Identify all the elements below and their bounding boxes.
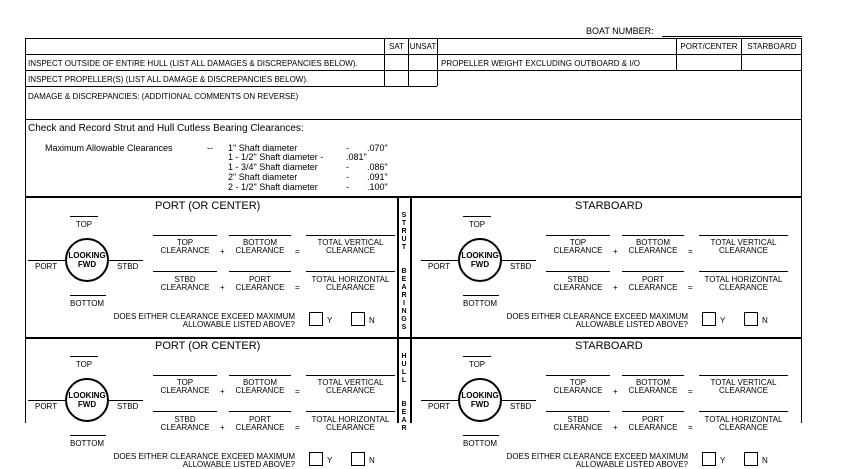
total-vertical-field-label: CLEARANCE [719,246,768,255]
top-label: TOP [468,220,486,229]
yes-checkbox[interactable] [702,452,716,466]
looking-fwd-icon: LOOKING FWD [458,378,502,422]
prop-weight-label: PROPELLER WEIGHT EXCLUDING OUTBOARD & I/O [441,59,640,68]
bottom-line [70,295,106,296]
bottom-clearance-field[interactable] [229,375,291,376]
port-clearance-field-label: PORT [641,275,665,284]
top-line [70,216,98,217]
total-horizontal-field[interactable] [306,411,395,412]
exceed-question: ALLOWABLE LISTED ABOVE? [182,320,295,329]
section-title: PORT (OR CENTER) [155,200,261,212]
port-center-header: PORT/CENTER [680,42,738,51]
port-clearance-field-label: PORT [641,415,665,424]
stbd-clearance-field-label: STBD [567,275,589,284]
inspect-hull-label: INSPECT OUTSIDE OF ENTIRE HULL (LIST ALL DAMAGES & DISCREPANCIES BELOW). [28,59,358,68]
damage-label: DAMAGE & DISCREPANCIES: (ADDITIONAL COMMENTS ON REVERSE) [28,92,299,101]
plus-sign: + [220,247,225,256]
total-horizontal-field-label: TOTAL HORIZONTAL [704,275,783,284]
top-line [463,216,491,217]
total-horizontal-field-label: CLEARANCE [719,423,768,432]
total-horizontal-field[interactable] [306,271,395,272]
equals-sign: = [295,283,300,292]
equals-sign: = [688,423,693,432]
stbd-clearance-field-label: CLEARANCE [160,283,210,292]
port-label: PORT [35,402,58,411]
prop-weight-port-cell[interactable] [677,55,741,70]
no-label: N [762,456,768,465]
exceed-question: ALLOWABLE LISTED ABOVE? [575,320,688,329]
section-title: PORT (OR CENTER) [155,340,261,352]
no-checkbox[interactable] [744,452,758,466]
total-vertical-field[interactable] [699,375,788,376]
looking-fwd-icon: LOOKING FWD [65,378,109,422]
total-horizontal-field-label: TOTAL HORIZONTAL [311,275,390,284]
port-clearance-field-label: PORT [248,415,272,424]
bottom-line [463,435,499,436]
bottom-clearance-field-label: BOTTOM [242,378,278,387]
boat-number-field[interactable] [662,36,802,37]
port-clearance-field[interactable] [622,271,684,272]
plus-sign: + [613,423,618,432]
port-line [421,400,458,401]
top-line [70,356,98,357]
port-label: PORT [428,262,451,271]
exceed-question: DOES EITHER CLEARANCE EXCEED MAXIMUM [506,312,688,321]
yes-label: Y [720,316,726,325]
stbd-line [109,260,143,261]
bottom-label: BOTTOM [70,299,105,308]
port-clearance-field-label: CLEARANCE [628,283,678,292]
stbd-label: STBD [510,402,532,411]
bottom-label: BOTTOM [463,299,498,308]
port-clearance-field-label: PORT [248,275,272,284]
bottom-clearance-field[interactable] [229,235,291,236]
stbd-clearance-field-label: STBD [567,415,589,424]
yes-checkbox[interactable] [702,312,716,326]
bottom-clearance-field-label: CLEARANCE [628,386,678,395]
equals-sign: = [688,387,693,396]
plus-sign: + [613,387,618,396]
total-vertical-field-label: CLEARANCE [326,386,375,395]
top-clearance-field-label: TOP [176,238,194,247]
damage-field[interactable] [26,101,801,118]
top-clearance-field-label: CLEARANCE [553,246,603,255]
total-horizontal-field-label: TOTAL HORIZONTAL [311,415,390,424]
sat-header: SAT [389,42,404,51]
exceed-question: ALLOWABLE LISTED ABOVE? [575,460,688,469]
plus-sign: + [613,247,618,256]
yes-checkbox[interactable] [309,452,323,466]
bottom-label: BOTTOM [70,439,105,448]
stbd-clearance-field-label: CLEARANCE [160,423,210,432]
prop-weight-stbd-cell[interactable] [742,55,802,70]
yes-label: Y [327,316,333,325]
exceed-question: DOES EITHER CLEARANCE EXCEED MAXIMUM [506,452,688,461]
no-checkbox[interactable] [351,312,365,326]
top-clearance-field[interactable] [153,235,217,236]
top-clearance-field[interactable] [546,235,610,236]
no-checkbox[interactable] [351,452,365,466]
stbd-clearance-field[interactable] [546,271,610,272]
stbd-line [502,400,536,401]
total-horizontal-field[interactable] [699,271,788,272]
prop-sat-cell[interactable] [385,71,408,86]
plus-sign: + [613,283,618,292]
equals-sign: = [295,423,300,432]
stbd-label: STBD [510,262,532,271]
exceed-question: DOES EITHER CLEARANCE EXCEED MAXIMUM [113,312,295,321]
yes-label: Y [327,456,333,465]
max-clearances-dashes: -- [207,143,213,153]
hull-sat-cell[interactable] [385,55,408,70]
stbd-clearance-field-label: CLEARANCE [553,283,603,292]
stbd-label: STBD [117,262,139,271]
port-line [28,400,65,401]
equals-sign: = [688,283,693,292]
no-checkbox[interactable] [744,312,758,326]
port-clearance-field-label: CLEARANCE [628,423,678,432]
port-clearance-field-label: CLEARANCE [235,283,285,292]
section-title: STARBOARD [575,340,643,352]
stbd-clearance-field-label: STBD [174,275,196,284]
stbd-clearance-field[interactable] [546,411,610,412]
bottom-line [70,435,106,436]
bottom-line [463,295,499,296]
section-title: STARBOARD [575,200,643,212]
stbd-label: STBD [117,402,139,411]
port-label: PORT [428,402,451,411]
stbd-clearance-field-label: CLEARANCE [553,423,603,432]
plus-sign: + [220,423,225,432]
top-label: TOP [75,220,93,229]
bottom-clearance-field-label: CLEARANCE [628,246,678,255]
port-label: PORT [35,262,58,271]
top-clearance-field-label: CLEARANCE [553,386,603,395]
bottom-clearance-field[interactable] [622,375,684,376]
top-clearance-field-label: TOP [569,238,587,247]
no-label: N [369,316,375,325]
total-horizontal-field-label: TOTAL HORIZONTAL [704,415,783,424]
bottom-clearance-field-label: BOTTOM [635,378,671,387]
total-vertical-field-label: TOTAL VERTICAL [710,238,777,247]
port-clearance-field[interactable] [229,271,291,272]
strut-bearings-label: S T R U T B E A R I N G S [401,212,407,331]
equals-sign: = [295,247,300,256]
starboard-header: STARBOARD [747,42,797,51]
plus-sign: + [220,283,225,292]
total-horizontal-field-label: CLEARANCE [719,283,768,292]
port-line [28,260,65,261]
boat-number-label: BOAT NUMBER: [586,26,654,36]
total-horizontal-field[interactable] [699,411,788,412]
bottom-clearance-field-label: CLEARANCE [235,386,285,395]
no-label: N [369,456,375,465]
top-label: TOP [75,360,93,369]
total-vertical-field-label: TOTAL VERTICAL [317,238,384,247]
stbd-line [502,260,536,261]
top-clearance-field[interactable] [153,375,217,376]
yes-label: Y [720,456,726,465]
total-horizontal-field-label: CLEARANCE [326,283,375,292]
bottom-clearance-field-label: BOTTOM [242,238,278,247]
hull-bearings-label: H U L L B E A R [401,353,407,432]
top-clearance-field-label: CLEARANCE [160,386,210,395]
total-vertical-field[interactable] [306,375,395,376]
top-line [463,356,491,357]
bottom-clearance-field-label: BOTTOM [635,238,671,247]
exceed-question: ALLOWABLE LISTED ABOVE? [182,460,295,469]
equals-sign: = [688,247,693,256]
port-clearance-field[interactable] [622,411,684,412]
stbd-clearance-field[interactable] [153,411,217,412]
bottom-clearance-field-label: CLEARANCE [235,246,285,255]
top-clearance-field-label: TOP [569,378,587,387]
equals-sign: = [295,387,300,396]
looking-fwd-icon: LOOKING FWD [65,238,109,282]
top-clearance-field-label: CLEARANCE [160,246,210,255]
total-vertical-field-label: TOTAL VERTICAL [710,378,777,387]
no-label: N [762,316,768,325]
total-vertical-field[interactable] [306,235,395,236]
hull-unsat-cell[interactable] [409,55,437,70]
bottom-label: BOTTOM [463,439,498,448]
port-clearance-field-label: CLEARANCE [235,423,285,432]
stbd-clearance-field[interactable] [153,271,217,272]
looking-fwd-icon: LOOKING FWD [458,238,502,282]
bottom-clearance-field[interactable] [622,235,684,236]
total-vertical-field-label: TOTAL VERTICAL [317,378,384,387]
prop-unsat-cell[interactable] [409,71,437,86]
total-horizontal-field-label: CLEARANCE [326,423,375,432]
clearances-heading: Check and Record Strut and Hull Cutless Bearing Clearances: [28,123,304,134]
top-clearance-field-label: TOP [176,378,194,387]
inspect-propeller-label: INSPECT PROPELLER(S) (LIST ALL DAMAGE & DISCREPANCIES BELOW). [28,75,309,84]
total-vertical-field[interactable] [699,235,788,236]
total-vertical-field-label: CLEARANCE [719,386,768,395]
unsat-header: UNSAT [409,42,437,51]
exceed-question: DOES EITHER CLEARANCE EXCEED MAXIMUM [113,452,295,461]
yes-checkbox[interactable] [309,312,323,326]
max-clearances-label: Maximum Allowable Clearances [45,143,173,153]
port-clearance-field[interactable] [229,411,291,412]
stbd-line [109,400,143,401]
port-line [421,260,458,261]
plus-sign: + [220,387,225,396]
top-clearance-field[interactable] [546,375,610,376]
top-label: TOP [468,360,486,369]
total-vertical-field-label: CLEARANCE [326,246,375,255]
stbd-clearance-field-label: STBD [174,415,196,424]
